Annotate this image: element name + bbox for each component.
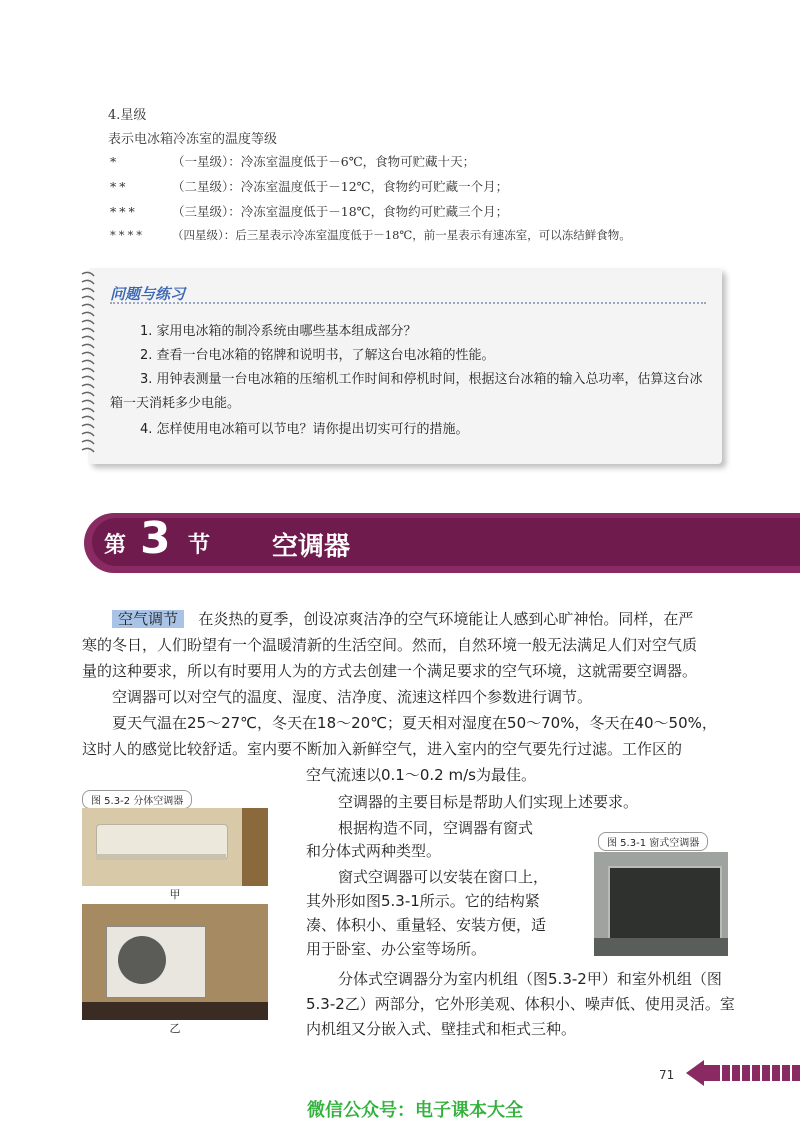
section-number: 3 — [140, 513, 171, 564]
section-prefix: 第 — [104, 533, 127, 558]
star-section-desc: 表示电冰箱冷冻室的温度等级 — [108, 132, 278, 147]
paragraph-line: 寒的冬日，人们盼望有一个温暖清新的生活空间。然而，自然环境一般无法满足人们对空气质 — [82, 636, 698, 654]
paragraph-line: 分体式空调器分为室内机组（图5.3-2甲）和室外机组（图 — [338, 970, 722, 988]
paragraph-line: 其外形如图5.3-1所示。它的结构紧 — [306, 892, 540, 910]
paragraph-line: 根据构造不同，空调器有窗式 — [338, 819, 534, 837]
paragraph-line: 用于卧室、办公室等场所。 — [306, 940, 487, 958]
dotted-divider — [110, 302, 706, 304]
star-row — [110, 227, 631, 243]
keyword-tag: 空气调节 — [112, 610, 184, 628]
exercise-item: 4. 怎样使用电冰箱可以节电？请你提出切实可行的措施。 — [140, 422, 469, 437]
paragraph-line: 凑、体积小、重量轻、安装方便，适 — [306, 916, 547, 934]
star-row-text: （三星级）：冷冻室温度低于－18℃，食物约可贮藏三个月； — [172, 204, 509, 219]
footer-watermark: 微信公众号：电子课本大全 — [307, 1100, 523, 1121]
paragraph-line: 窗式空调器可以安装在窗口上， — [338, 868, 549, 886]
exercise-title: 问题与练习 — [110, 285, 186, 303]
paragraph-line: 内机组又分嵌入式、壁挂式和柜式三种。 — [306, 1020, 577, 1038]
figure-label: 图 5.3-2 分体空调器 — [82, 790, 192, 809]
paragraph-line: 夏天气温在25～27℃，冬天在18～20℃；夏天相对湿度在50～70%，冬天在40～50%， — [112, 714, 717, 732]
exercise-item: 1. 家用电冰箱的制冷系统由哪些基本组成部分？ — [140, 324, 417, 339]
star-row-text: （二星级）：冷冻室温度低于－12℃，食物约可贮藏一个月； — [172, 179, 509, 194]
paragraph-line: 5.3-2乙）两部分，它外形美观、体积小、噪声低、使用灵活。室 — [306, 995, 735, 1013]
spiral-binding-icon — [80, 270, 96, 460]
star-symbols: **** — [110, 228, 145, 242]
paragraph-line: 这时人的感觉比较舒适。室内要不断加入新鲜空气，进入室内的空气要先行过滤。工作区的 — [82, 740, 683, 758]
star-symbols: * — [110, 154, 120, 169]
paragraph-line: 空气流速以0.1～0.2 m/s为最佳。 — [306, 766, 536, 784]
star-row — [110, 177, 508, 195]
paragraph-line: 量的这种要求，所以有时要用人为的方式去创建一个满足要求的空气环境，这就需要空调器。 — [82, 662, 698, 680]
paragraph-line: 空调器的主要目标是帮助人们实现上述要求。 — [338, 793, 639, 811]
page-number: 71 — [659, 1068, 675, 1082]
window-ac-photo — [594, 852, 728, 956]
outdoor-ac-photo — [82, 904, 268, 1020]
indoor-ac-photo — [82, 808, 268, 886]
exercise-item: 3. 用钟表测量一台电冰箱的压缩机工作时间和停机时间，根据这台冰箱的输入总功率，估算这台冰箱一天消耗多少电能。 — [110, 372, 703, 411]
figure-label: 图 5.3-1 窗式空调器 — [598, 832, 708, 851]
paragraph-line: 空调器可以对空气的温度、湿度、洁净度、流速这样四个参数进行调节。 — [112, 688, 593, 706]
star-symbols: *** — [110, 204, 138, 219]
star-row-text: （一星级）：冷冻室温度低于－6℃，食物可贮藏十天； — [172, 154, 476, 169]
paragraph-line: 和分体式两种类型。 — [306, 842, 442, 860]
section-suffix: 节 — [188, 533, 211, 558]
paragraph-text: 在炎热的夏季，创设凉爽洁净的空气环境能让人感到心旷神怡。同样，在严 — [198, 610, 694, 628]
star-row-text: （四星级）：后三星表示冷冻室温度低于－18℃，前一星表示有速冻室，可以冻结鲜食物。 — [172, 228, 631, 242]
figure-sublabel: 甲 — [82, 886, 268, 904]
star-row — [110, 152, 475, 170]
star-section-title: 4.星级 — [108, 108, 147, 123]
section-title: 空调器 — [272, 532, 351, 562]
page-arrow-icon — [686, 1058, 800, 1088]
star-symbols: ** — [110, 179, 129, 194]
star-row — [110, 202, 508, 220]
exercise-item: 2. 查看一台电冰箱的铭牌和说明书，了解这台电冰箱的性能。 — [140, 348, 495, 363]
figure-sublabel: 乙 — [82, 1020, 268, 1038]
paragraph-line — [112, 606, 693, 632]
